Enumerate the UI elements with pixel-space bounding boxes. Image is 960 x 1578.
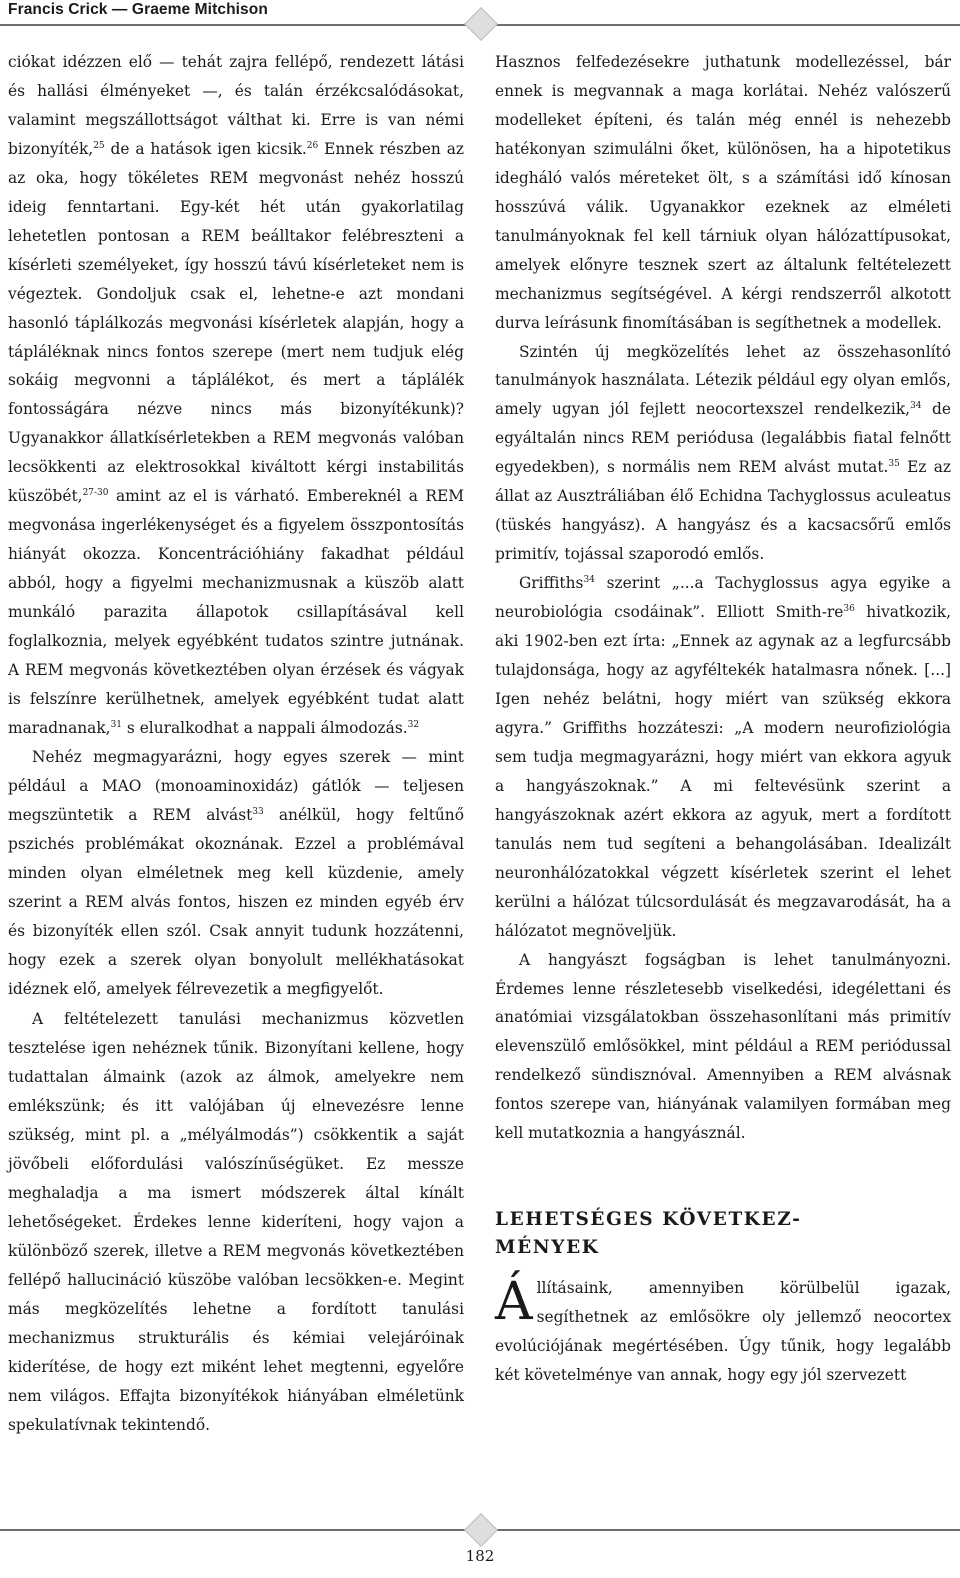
footer-diamond-ornament xyxy=(464,1513,498,1547)
closing-paragraph: Állításaink, amennyiben körülbelül igazak, segíthetnek az emlősökre oly jellemző neocortex evolúciójának megértésében. Úgy tűnik, hogy legalább két követelménye van annak, hogy egy jól szervezett xyxy=(495,1272,951,1385)
footnote-ref: 33 xyxy=(252,806,264,817)
right-paragraph-1: Hasznos felfedezésekre juthatunk modellezéssel, bár ennek is megvannak a maga korlátai. Nehéz valószerű modelleket építeni, és talán még ennél is nehezebb hatékonyan szimulálni őket, különösen, ha a hipotetikus idegháló valós méreteket ölt, s a számítási idő kínosan hosszúvá válik. Ugyanakkor ezeknek az elméleti tanulmányoknak fel kell tárniuk olyan hálózattípusokat, amelyek előnyre tesznek szert az általunk feltételezett mechanizmus segítségével. A kérgi rendszerről alkotott durva leírásunk finomításában is segíthetnek a modellek. xyxy=(495,53,951,332)
left-paragraph-3: A feltételezett tanulási mechanizmus közvetlen tesztelése igen nehéznek tűnik. Bizonyítani kellene, hogy tudattalan álmaink (azok az álmok, amelyekre nem emlékszünk; és itt valójában új elnevezésre lenne szükség, mint pl. a „mélyálmodás”) csökkentik a saját jövőbeli előfordulási valószínűségüket. Ez messze meghaladja a ma ismert módszerek által kínált lehetőségeket. Érdekes lenne kideríteni, hogy vajon a különböző szerek, illetve a REM megvonás következtében fellépő hallucináció küszöbe valóban lecsökken-e. Megint más megközelítés lehetne a fordított tanulási mechanizmus strukturális és kémiai velejáróinak kiderítése, de hogy ezt miként lehet megtenni, egyelőre nem világos. Effajta bizonyítékok hiányában elméletünk spekulatívnak tekintendő. xyxy=(8,1010,464,1434)
footnote-ref: 27-30 xyxy=(82,488,109,499)
left-paragraph-1: ciókat idézzen elő — tehát zajra fellépő, rendezett látási és hallási élményeket —, és talán érzékcsalódásokat, valamint megszállottságot válthat ki. Erre is van némi bizonyíték,$^{25}$ de a hatások igen kicsik.$^{26}$ Ennek részben az az oka, hogy tökéletes REM megvonást nehéz hosszú ideig fenntartani. Egy-két hét után gyakorlatilag lehetetlen pontosan a REM beálltakor felébreszteni a kísérleti személyeket, így hosszú távú kísérleteket nem is végeztek. Gondoljuk csak el, lehetne-e azt mondani hasonló táplálkozás megvonási kísérletek alapján, hogy a tápláléknak nincs fontos szerepe (mert nem tudjuk elég sokáig megvonni a táplálékot, és mert a táplálék fontosságára nézve nincs más bizonyítékunk)? Ugyanakkor állatkísérletekben a REM megvonás valóban lecsökkenti az elektrosokkal kiváltott kérgi instabilitás küszöbét,$^{27-30}$ amint az el is várható. Embereknél a REM megvonása ingerlékenységet és a figyelem összpontosítás hiányát okozza. Koncentrációhiány fakadhat például abból, hogy a figyelmi mechanizmusnak a küszöb alatt munkáló parazita állapotok csillapításával kell foglalkoznia, melyek egyébként tudatos szintre jutnának. A REM megvonás következtében olyan érzések és vágyak is felszínre kerülhetnek, amelyek egyébként tudat alatt maradnanak,$^{31}$ s eluralkodhat a nappali álmodozás.$^{32}$ xyxy=(8,53,464,737)
footnote-ref: 34 xyxy=(910,401,922,412)
running-header-authors: Francis Crick — Graeme Mitchison xyxy=(8,1,268,18)
footnote-ref: 34 xyxy=(583,575,595,586)
footnote-ref: 36 xyxy=(843,604,855,615)
footnote-ref: 35 xyxy=(888,459,900,470)
page-number: 182 xyxy=(465,1547,495,1565)
footnote-ref: 26 xyxy=(306,140,319,151)
header-diamond-ornament xyxy=(464,7,498,41)
footnote-ref: 32 xyxy=(407,719,420,730)
right-paragraph-3: Griffiths$^{34}$ szerint „...a Tachyglossus agya egyike a neurobiológia csodáinak”. Elliott Smith-$re^{36}$ hivatkozik, aki 1902-ben ezt írta: „Ennek az agynak az a legfurcsább tulajdonsága, hogy az agyféltekék hatalmasra nőnek. [...] Igen nehéz belátni, hogy miért van szükség ekkora agyra.” Griffiths hozzáteszi: „A modern neurofiziológia sem tudja megmagyarázni, hogy miért van ekkora agyuk a hangyászoknak.” A mi feltevésünk szerint a hangyászoknak azért ekkora az agyuk, mert a fordított tanulás nem tud segíteni a behangolásában. Idealizált neuronhálózatokkal végzett kísérletek szerint el lehet kerülni a hálózat túlcsordulását és megzavarodását, ha a hálózatot megnöveljük. xyxy=(495,574,952,940)
footnote-ref: 31 xyxy=(110,719,123,730)
footnote-ref: 25 xyxy=(93,140,105,151)
drop-cap: Á xyxy=(495,1272,533,1333)
section-heading: LEHETSÉGES KÖVETKEZ- MÉNYEK xyxy=(495,1209,802,1259)
right-paragraph-4: A hangyászt fogságban is lehet tanulmányozni. Érdemes lenne részletesebb viselkedési, idegélettani és anatómiai vizsgálatokban összehasonlítani más primitív elevenszülő emlősökkel, mint például a REM periódussal rendelkező sündisznóval. Amennyiben a REM alvásnak fontos szerepe van, hiányának valamilyen formában meg kell mutatkoznia a hangyásznál. xyxy=(495,950,951,1143)
right-text-column xyxy=(495,48,951,1390)
left-text-column xyxy=(8,48,464,1440)
left-paragraph-2: Nehéz megmagyarázni, hogy egyes szerek — mint például a MAO (monoaminoxidáz) gátlók — teljesen megszüntetik a REM alvást$^{33}$ anélkül, hogy feltűnő pszichés problémákat okoznának. Ezzel a problémával minden olyan elméletnek meg kell küzdenie, amely szerint a REM alvás fontos, hiszen ez minden egyéb érv és bizonyíték ellen szól. Csak annyit tudunk hozzátenni, hogy ezek a szerek olyan bonyolult mellékhatásokat idéznek elő, amelyek félrevezetik a megfigyelőt. xyxy=(8,747,464,998)
right-paragraph-2: Szintén új megközelítés lehet az összehasonlító tanulmányok használata. Létezik például egy olyan emlős, amely ugyan jól fejlett neocortexszel rendelkezik,$^{34}$ de egyáltalán nincs REM periódusa (legalábbis fiatal felnőtt egyedekben), s normális nem REM alvást mutat.$^{35}$ Ez az állat az Ausztráliában élő Echidna Tachyglossus aculeatus (tüskés hangyász). A hangyász és a kacsacsőrű emlős primitív, tojással szaporodó emlős. xyxy=(495,342,951,564)
